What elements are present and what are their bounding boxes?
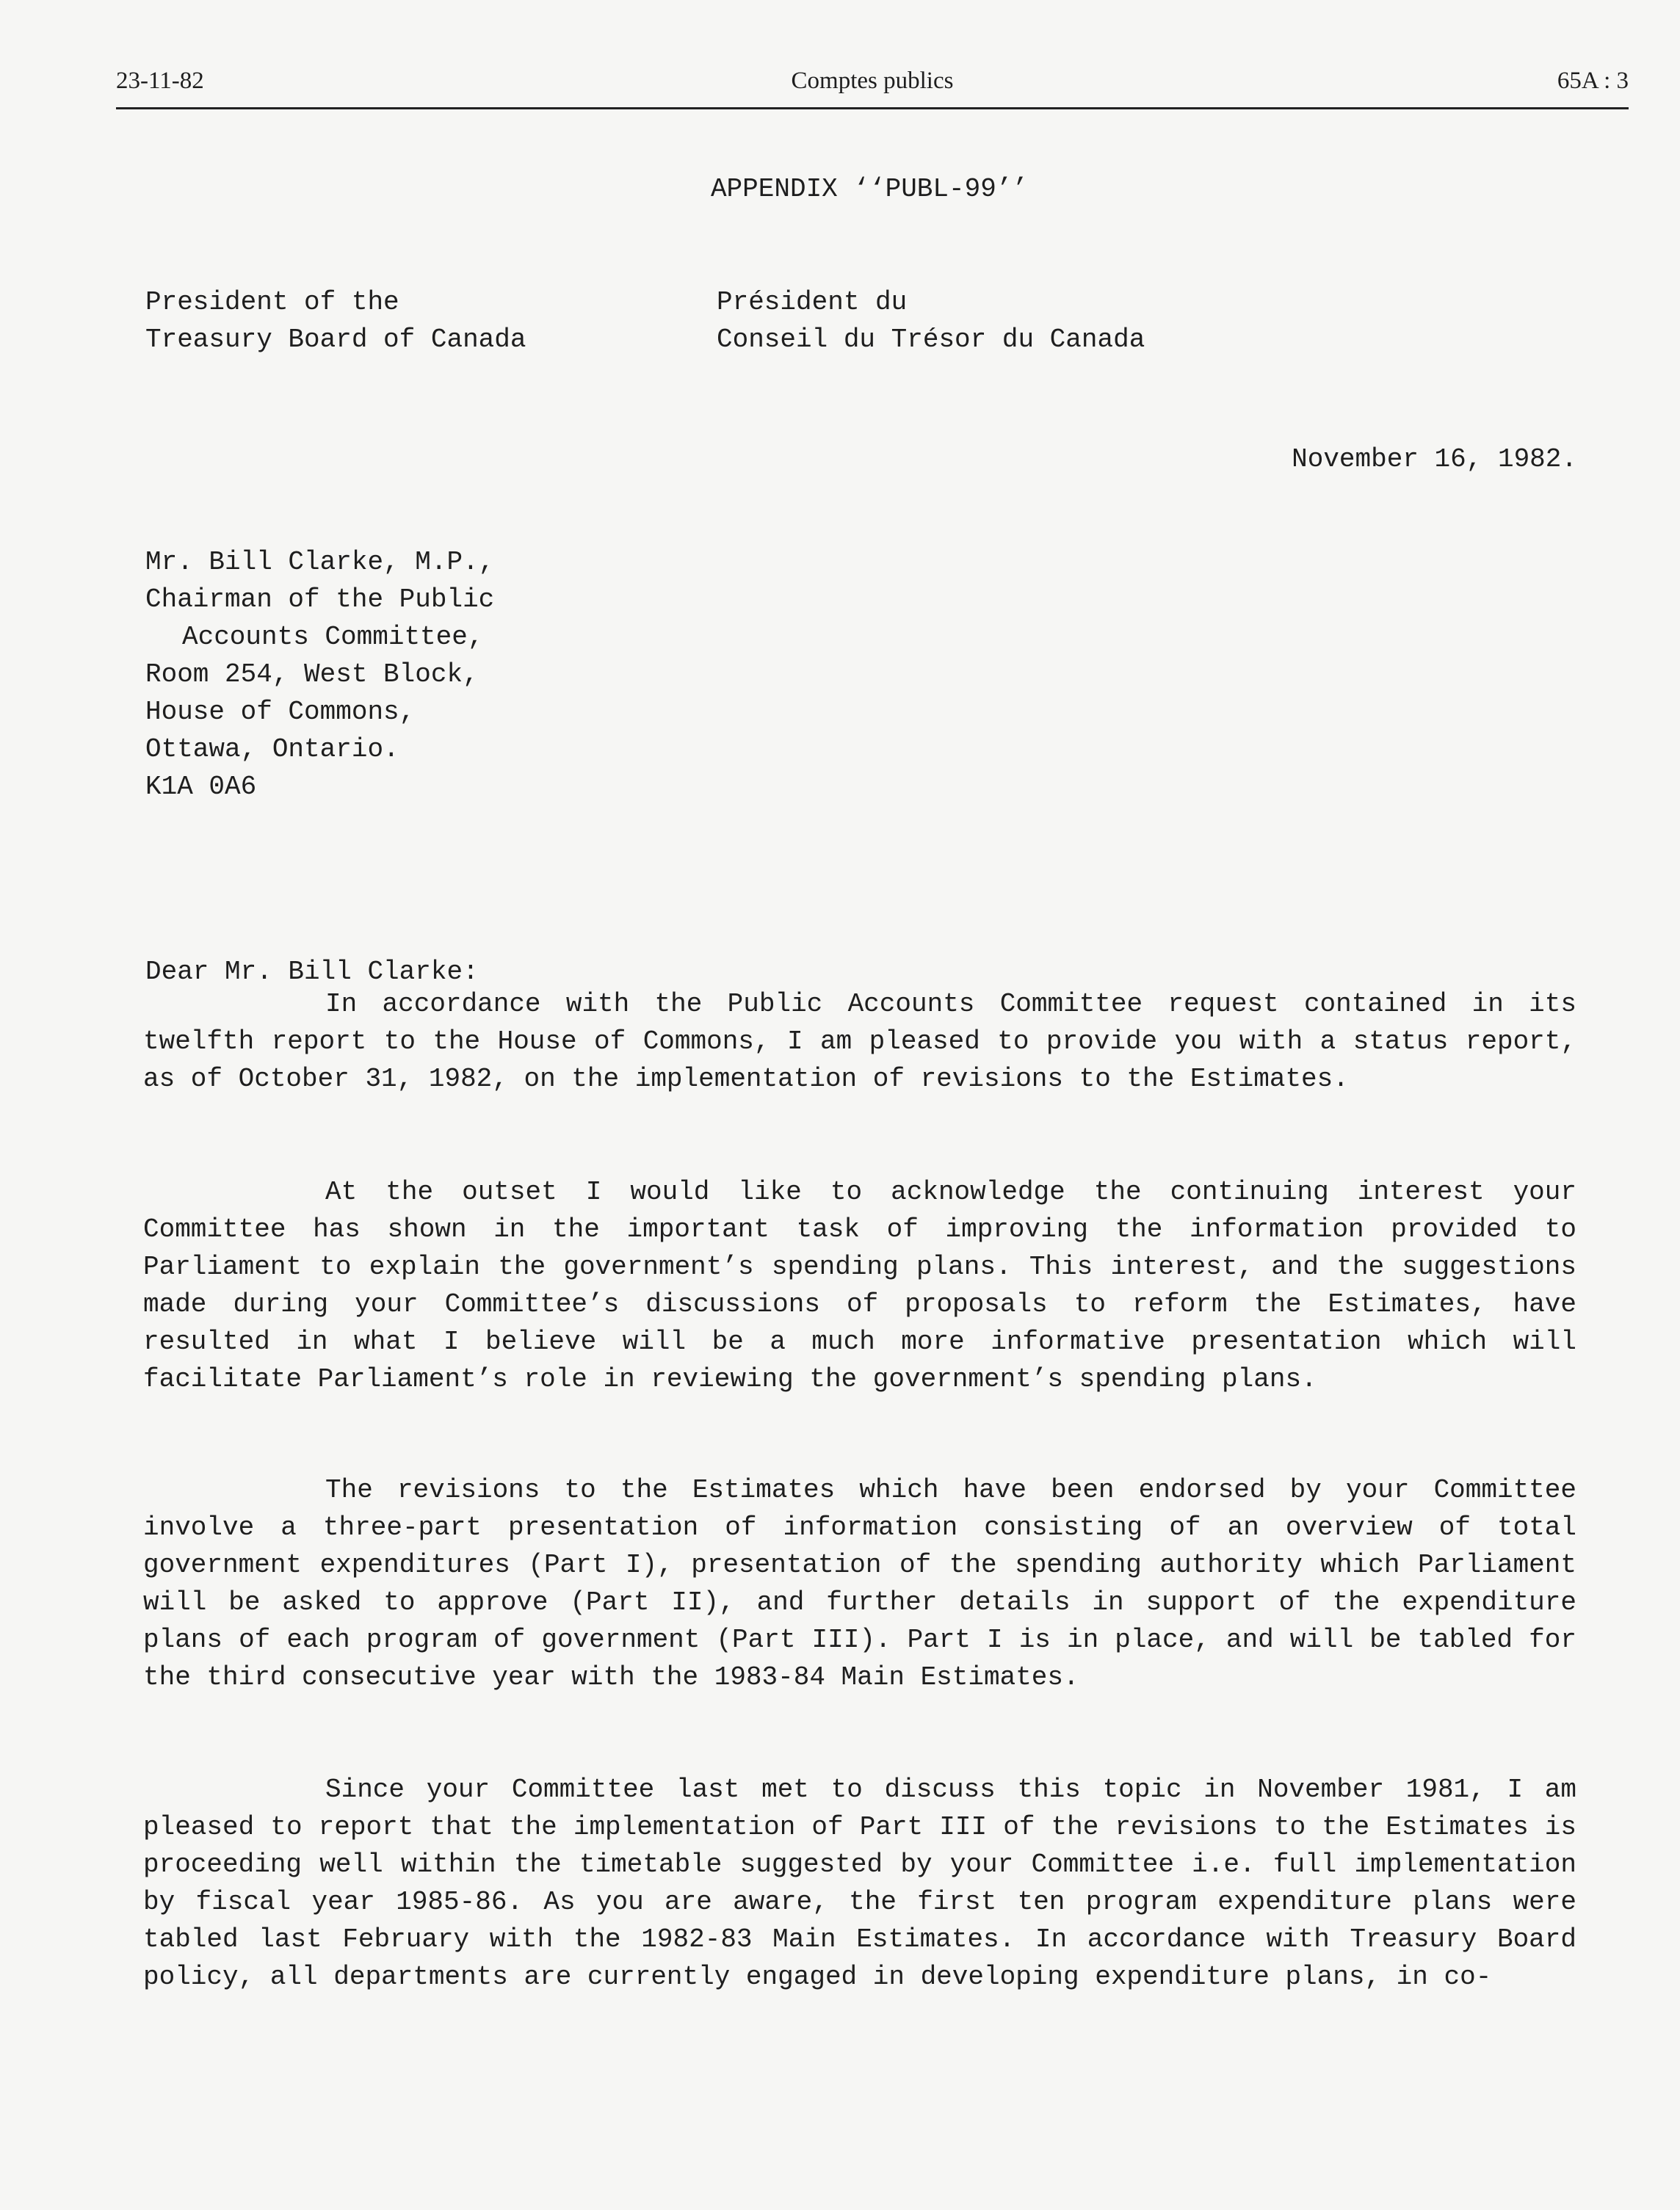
body-paragraph: In accordance with the Public Accounts Committee request contained in its twelfth report to the House of Commons, I am pleased to provide you with a status report, as of October 31, 1982, on the implementation of revisions to the Estimates. <box>143 989 1576 1094</box>
page-header <box>116 60 1629 104</box>
header-rule <box>116 107 1629 109</box>
address-line: Room 254, West Block, <box>145 659 479 689</box>
appendix-title: APPENDIX ‘‘PUBL-99’’ <box>710 174 1029 204</box>
recipient-address <box>145 543 494 805</box>
address-line: Chairman of the Public <box>145 584 495 615</box>
body-paragraph: At the outset I would like to acknowledge the continuing interest your Committee has shown in the important task of improving the information provided to Parliament to explain the government’s spending plans. This interest, and the suggestions made during your Committee’s discussions of proposals to reform the Estimates, have resulted in what I believe will be a much more informative presentation which will facilitate Parliament’s role in reviewing the government’s spending plans. <box>143 1177 1576 1394</box>
letterhead-french-line: Président du <box>717 287 908 317</box>
address-line: K1A 0A6 <box>145 772 257 802</box>
body-paragraph: Since your Committee last met to discuss this topic in November 1981, I am pleased to report that the implementation of Part III of the revisions to the Estimates is proceeding well within the timetable suggested by your Committee i.e. full implementation by fiscal year 1985-86. As you are aware, the first ten program expenditure plans were tabled last February with the 1982-83 Main Estimates. In accordance with Treasury Board policy, all departments are currently engaged in developing expenditure plans, in co- <box>143 1775 1576 1992</box>
address-line: Ottawa, Ontario. <box>145 734 399 764</box>
header-title: Comptes publics <box>791 68 954 94</box>
address-line: Mr. Bill Clarke, M.P., <box>145 547 495 577</box>
letterhead-french-line: Conseil du Trésor du Canada <box>717 325 1145 355</box>
body-paragraph: The revisions to the Estimates which have been endorsed by your Committee involve a three-part presentation of information consisting of an overview of total government expenditures (Part I), presentation of the spending authority which Parliament will be asked to approve (Part II), and further details in support of the expenditure plans of each program of government (Part III). Part I is in place, and will be tabled for the third consecutive year with the 1983-84 Main Estimates. <box>143 1475 1576 1692</box>
address-line: Accounts Committee, <box>182 622 484 652</box>
letterhead-english-line: President of the <box>145 287 399 317</box>
header-date: 23-11-82 <box>116 68 204 94</box>
address-line: House of Commons, <box>145 697 416 727</box>
letterhead-english-line: Treasury Board of Canada <box>145 325 526 355</box>
letterhead-english <box>145 283 526 358</box>
salutation: Dear Mr. Bill Clarke: <box>145 957 479 987</box>
letter-date: November 16, 1982. <box>1292 444 1577 474</box>
letterhead-french <box>717 283 1145 358</box>
header-page-ref: 65A : 3 <box>1557 68 1629 94</box>
